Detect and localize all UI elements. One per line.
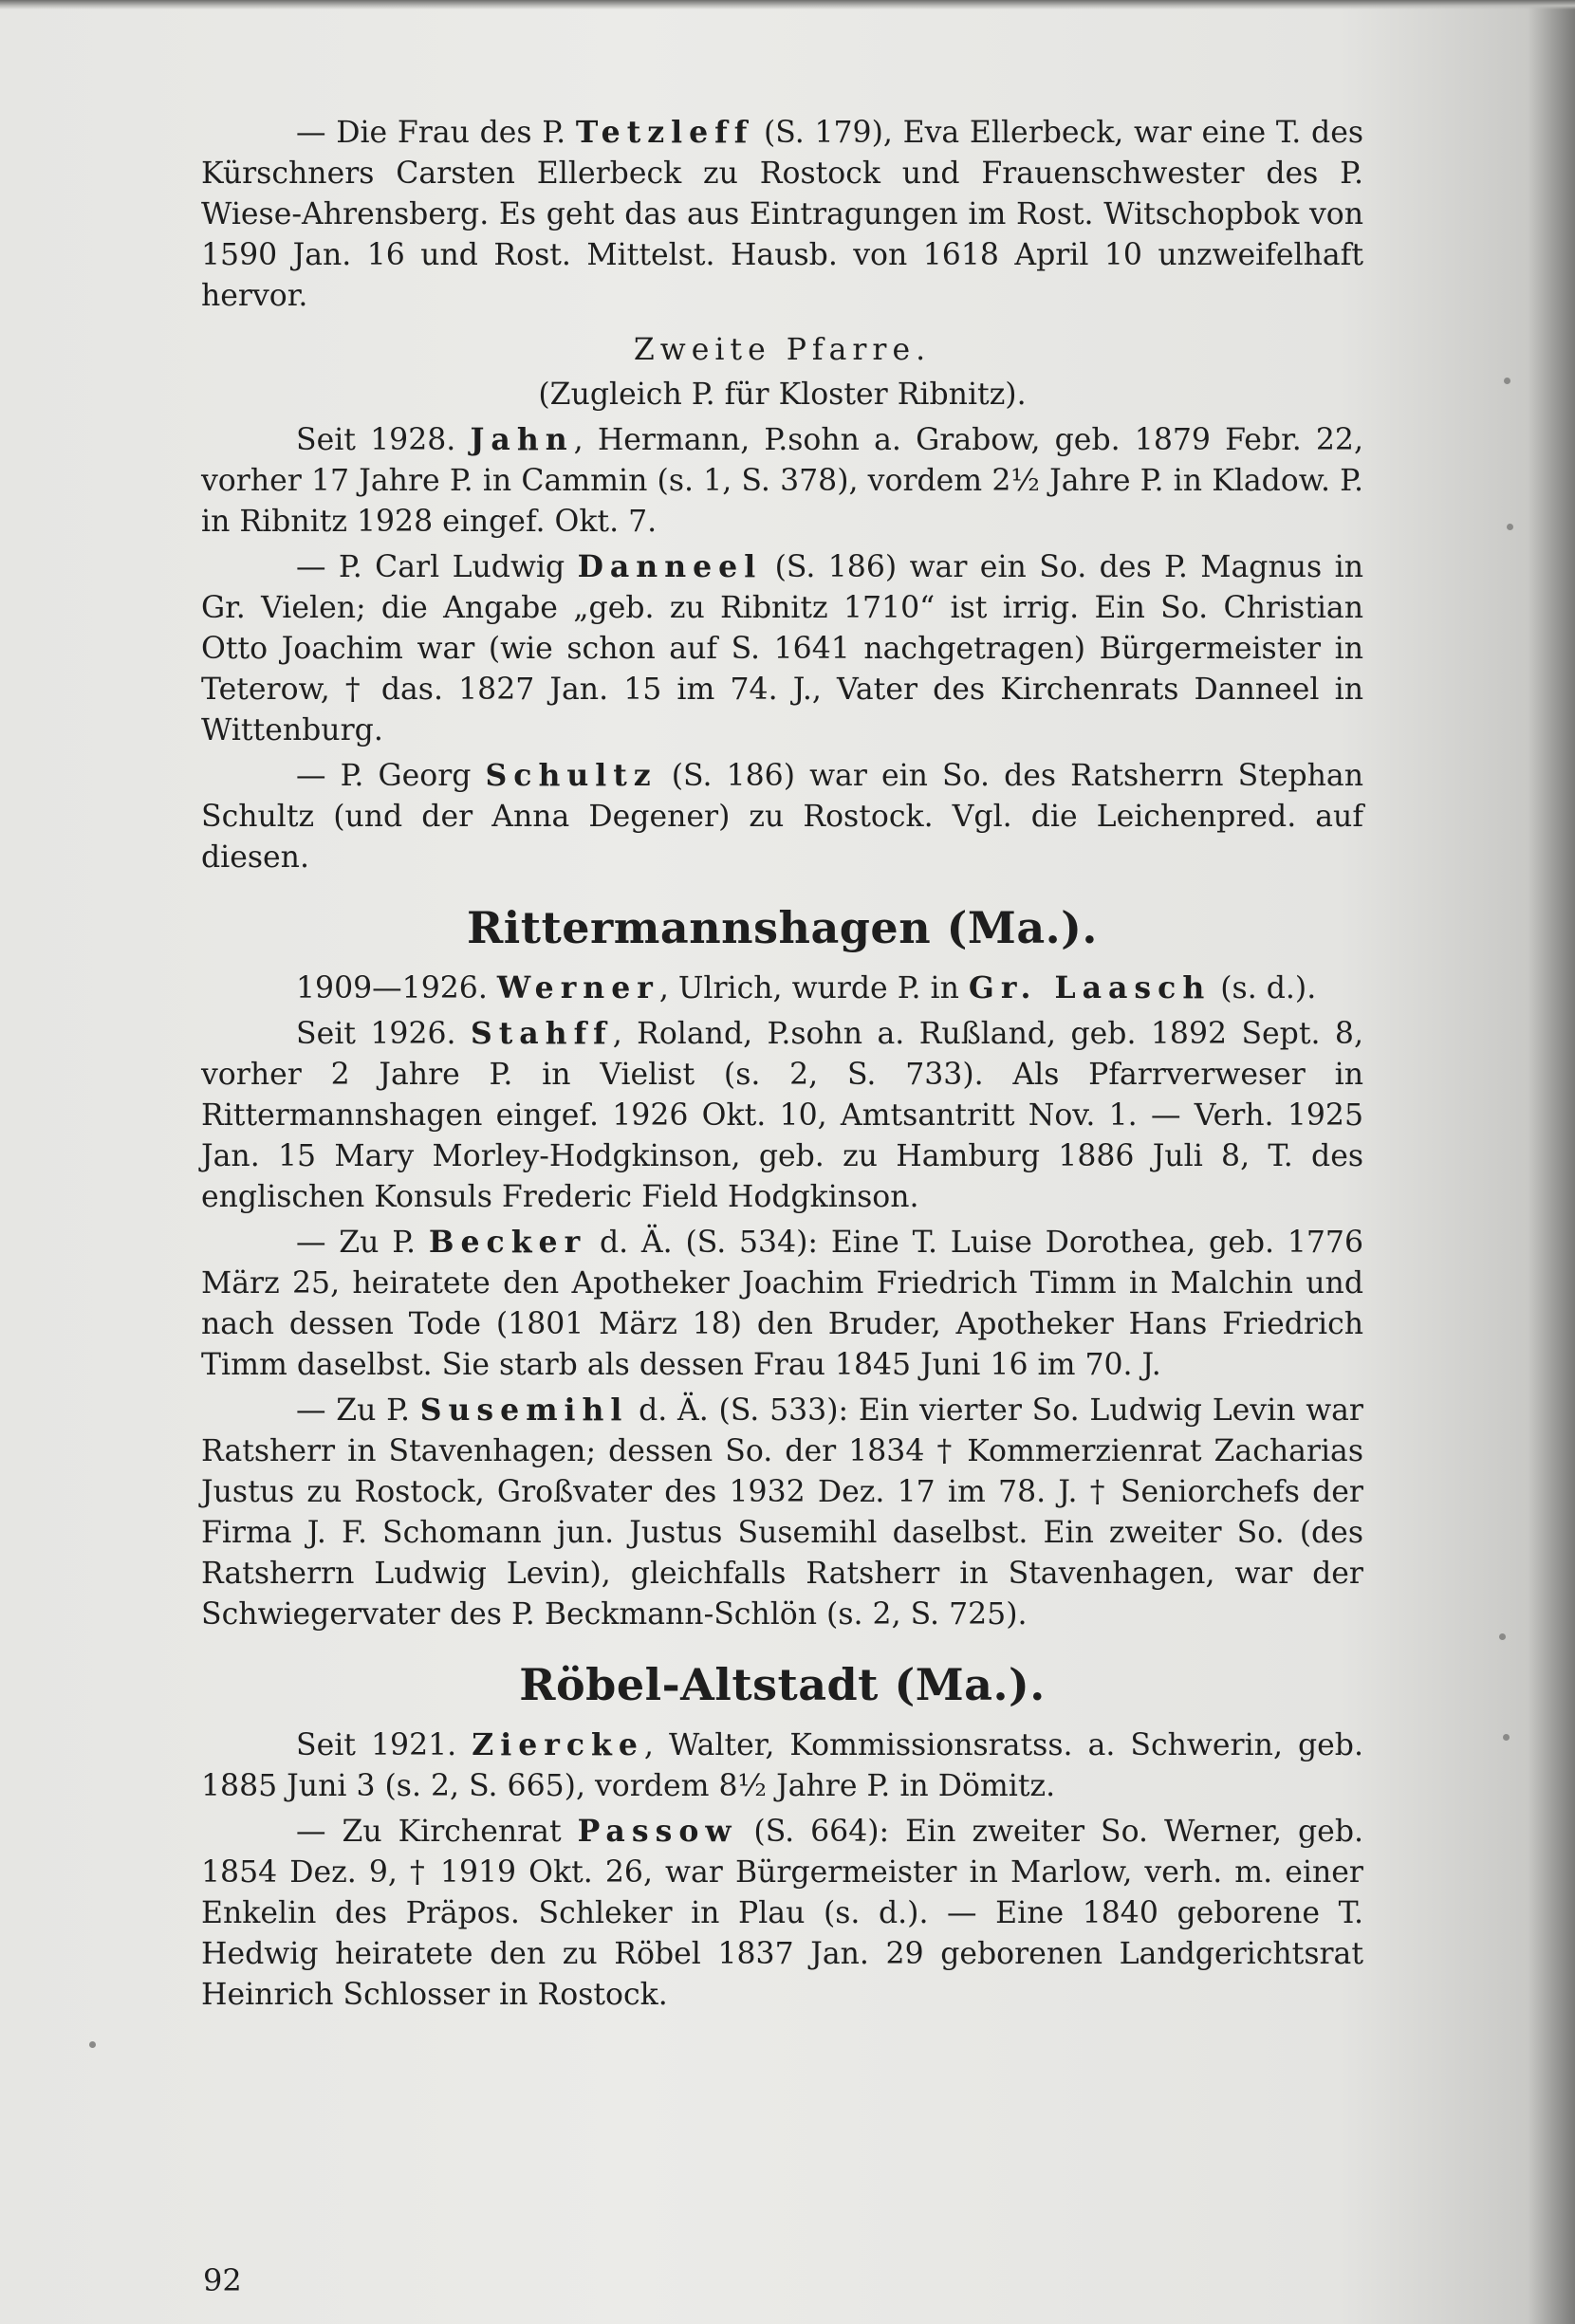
para-rest: , Roland, P.sohn a. Rußland, geb. 1892 Sept. 8, vorher 2 Jahre P. in Vielist (s. 2, S. 733). Als Pfarrverweser in Rittermannshagen eingef. 1926 Okt. 10, Amtsantritt Nov. 1. — Verh. 1925 Jan. 15 Mary Morley-Hodgkinson, geb. zu Hamburg 1886 Juli 8, T. des englischen Konsuls Frederic Field Hodgkinson. — [201, 1017, 1363, 1214]
para-rest: (S. 664): Ein zweiter So. Werner, geb. 1854 Dez. 9, † 1919 Okt. 26, war Bürgermeister in Marlow, verh. m. einer Enkelin des Präpos. Schleker in Plau (s. d.). — Eine 1840 geborene T. Hedwig heiratete den zu Röbel 1837 Jan. 29 geborenen Landgerichtsrat Heinrich Schlosser in Rostock. — [201, 1815, 1364, 2012]
page-number: 92 — [203, 2262, 242, 2298]
spaced-name: Passow — [577, 1814, 738, 1849]
spaced-name: Jahn — [470, 422, 574, 457]
para-lead: — Die Frau des P. — [296, 116, 576, 150]
paragraph-becker — [201, 1222, 1363, 1386]
page-body — [201, 112, 1363, 2020]
subheading-note: (Zugleich P. für Kloster Ribnitz). — [538, 378, 1027, 412]
paragraph-tetzleff — [201, 112, 1363, 317]
spaced-name: Stahff — [470, 1016, 613, 1051]
para-lead: Seit 1928. — [296, 423, 471, 457]
scan-top-edge — [0, 0, 1575, 9]
spaced-name: Danneel — [577, 549, 763, 584]
para-rest: , Ulrich, wurde P. in — [658, 971, 969, 1005]
scan-speck — [1507, 524, 1513, 530]
spaced-name: Becker — [428, 1225, 587, 1260]
paragraph-danneel — [201, 546, 1363, 751]
paragraph-ziercke — [201, 1725, 1363, 1807]
para-rest: (S. 186) war ein So. des P. Magnus in Gr. Vielen; die Angabe „geb. zu Ribnitz 1710“ ist irrig. Ein So. Christian Otto Joachim war (wie schon auf S. 1641 nachgetragen) Bürgermeister in Teterow, † das. 1827 Jan. 15 im 74. J., Vater des Kirchenrats Danneel in Wittenburg. — [201, 550, 1363, 747]
paragraph-passow — [201, 1811, 1363, 2016]
para-rest: (s. d.). — [1211, 971, 1317, 1005]
spaced-name: Ziercke — [472, 1727, 644, 1762]
subheading-zweite-pfarre: Zweite Pfarre. — [633, 333, 932, 367]
para-rest: , Hermann, P.sohn a. Grabow, geb. 1879 Febr. 22, vorher 17 Jahre P. in Cammin (s. 1, S. 378), vordem 2½ Jahre P. in Kladow. P. in Ribnitz 1928 eingef. Okt. 7. — [201, 423, 1363, 539]
spaced-name: Werner — [496, 970, 659, 1005]
para-lead: 1909—1926. — [296, 971, 497, 1005]
heading-rittermannshagen: Rittermannshagen (Ma.). — [467, 902, 1098, 953]
scan-speck — [1503, 1734, 1510, 1741]
para-lead: — Zu P. — [296, 1393, 420, 1428]
scan-speck — [89, 2041, 96, 2048]
para-lead: — Zu Kirchenrat — [296, 1815, 578, 1849]
para-lead: Seit 1926. — [296, 1017, 471, 1051]
spaced-name: Schultz — [485, 758, 658, 793]
para-rest: d. Ä. (S. 534): Eine T. Luise Dorothea, geb. 1776 März 25, heiratete den Apotheker Joachim Friedrich Timm in Malchin und nach dessen Tode (1801 März 18) den Bruder, Apotheker Hans Friedrich Timm daselbst. Sie starb als dessen Frau 1845 Juni 16 im 70. J. — [201, 1226, 1363, 1382]
paragraph-schultz — [201, 755, 1363, 878]
spaced-name: Gr. Laasch — [968, 970, 1212, 1005]
para-lead: — Zu P. — [296, 1226, 429, 1260]
paragraph-stahff — [201, 1013, 1363, 1218]
para-lead: Seit 1921. — [296, 1728, 472, 1762]
heading-roebel-altstadt: Röbel-Altstadt (Ma.). — [519, 1659, 1046, 1710]
para-lead: — P. Georg — [296, 759, 486, 793]
para-rest: d. Ä. (S. 533): Ein vierter So. Ludwig Levin war Ratsherr in Stavenhagen; dessen So. der 1834 † Kommerzienrat Zacharias Justus zu Rostock, Großvater des 1932 Dez. 17 im 78. J. † Seniorchefs der Firma J. F. Schomann jun. Justus Susemihl daselbst. Ein zweiter So. (des Ratsherrn Ludwig Levin), gleichfalls Ratsherr in Stavenhagen, war der Schwiegervater des P. Beckmann-Schlön (s. 2, S. 725). — [201, 1393, 1363, 1632]
spaced-name: Susemihl — [419, 1393, 629, 1428]
spaced-name: Tetzleff — [575, 115, 754, 150]
scan-speck — [1499, 1633, 1506, 1640]
para-rest: , Walter, Kommissionsratss. a. Schwerin, geb. 1885 Juni 3 (s. 2, S. 665), vordem 8½ Jahre P. in Dömitz. — [201, 1728, 1363, 1803]
para-rest: (S. 179), Eva Ellerbeck, war eine T. des Kürschners Carsten Ellerbeck zu Rostock und Frauenschwester des P. Wiese-Ahrensberg. Es geht das aus Eintragungen im Rost. Witschopbok von 1590 Jan. 16 und Rost. Mittelst. Hausb. von 1618 April 10 unzweifelhaft hervor. — [201, 116, 1363, 313]
paragraph-susemihl — [201, 1390, 1363, 1635]
para-rest: (S. 186) war ein So. des Ratsherrn Stephan Schultz (und der Anna Degener) zu Rostock. Vgl. die Leichenpred. auf diesen. — [201, 759, 1364, 875]
paragraph-werner — [201, 968, 1363, 1009]
scan-speck — [1504, 378, 1510, 384]
para-lead: — P. Carl Ludwig — [296, 550, 578, 584]
paragraph-jahn — [201, 419, 1363, 543]
